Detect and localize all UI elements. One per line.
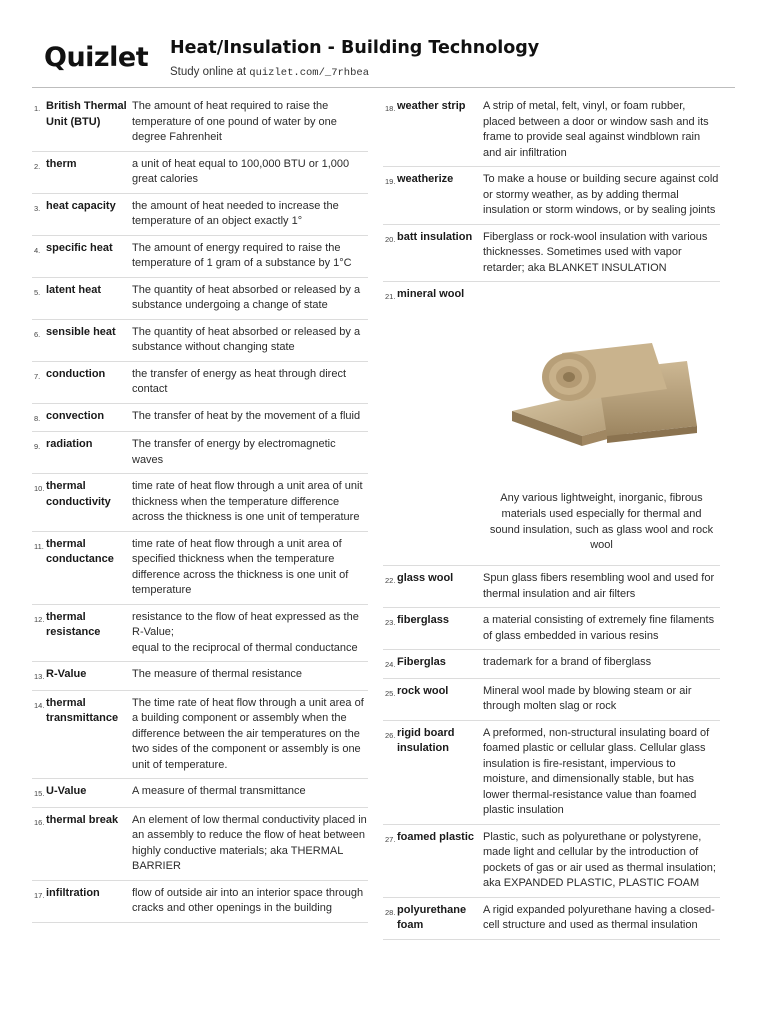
term-name: infiltration: [46, 886, 100, 899]
term-name: mineral wool: [397, 288, 465, 300]
term-definition: The amount of energy required to raise the temperature of 1 gram of a substance by 1°C: [132, 241, 352, 269]
term-number: 21.: [385, 292, 396, 301]
term-row: [383, 898, 720, 940]
term-row: [383, 825, 720, 898]
term-number: 9.: [34, 442, 41, 451]
term-number: 25.: [385, 688, 396, 698]
term-definition: A preformed, non-structural insulating board of foamed plastic or cellular glass. Cellular glass insulation is fire-resistant, impervious to moisture, and dimensionally stable, but has lower thermal-resistance value than foamed plastic insulation: [483, 726, 710, 816]
term-name: radiation: [46, 438, 93, 450]
term-number: 2.: [34, 161, 41, 171]
term-row: [32, 152, 368, 194]
term-name: latent heat: [46, 283, 102, 296]
term-row: [383, 94, 720, 167]
term-definition: The quantity of heat absorbed or released by a substance undergoing a change of state: [132, 283, 361, 311]
term-name: thermal conductivity: [46, 480, 111, 508]
term-name: thermal transmittance: [46, 696, 119, 724]
term-name: weatherize: [397, 173, 454, 185]
term-number: 18.: [385, 104, 396, 113]
term-row: [383, 566, 720, 608]
term-number: 3.: [34, 203, 41, 213]
term-definition: The time rate of heat flow through a unit area of a building component or assembly when the difference between the air temperatures on the two sides of the component or assembly is one unit of temperature.: [132, 696, 364, 771]
term-name: therm: [46, 157, 77, 170]
term-definition: the transfer of energy as heat through direct contact: [132, 367, 347, 395]
term-number: 24.: [385, 660, 396, 669]
term-row: [32, 194, 368, 236]
term-number: 22.: [385, 576, 396, 585]
term-number: 20.: [385, 234, 396, 244]
term-number: 11.: [34, 541, 44, 551]
page-header: [0, 0, 768, 86]
term-row: [32, 236, 368, 278]
term-definition: A strip of metal, felt, vinyl, or foam rubber, placed between a door or window sash and its frame to provide seal against windblown rain and air infiltration: [483, 100, 709, 159]
quizlet-logo[interactable]: Quizlet: [44, 42, 149, 73]
term-name: convection: [46, 409, 105, 422]
term-number: 12.: [34, 614, 45, 624]
header-divider: [32, 87, 735, 88]
term-row: [383, 225, 720, 283]
term-name: thermal conductance: [46, 537, 114, 565]
term-definition: The measure of thermal resistance: [132, 668, 302, 680]
term-row-mineral-wool: [383, 282, 720, 566]
term-definition: Fiberglass or rock-wool insulation with various thicknesses. Sometimes used with vapor retarder; aka BLANKET INSULATION: [483, 230, 708, 274]
term-definition: time rate of heat flow through a unit area of specified thickness when the temperature difference across the thickness is one unit of temperature: [132, 537, 349, 596]
term-definition: The transfer of heat by the movement of a fluid: [132, 409, 361, 422]
term-definition: Spun glass fibers resembling wool and used for thermal insulation and air filters: [483, 572, 715, 600]
term-definition: the amount of heat needed to increase the temperature of an object exactly 1°: [132, 199, 339, 227]
term-definition: The transfer of energy by electromagnetic waves: [132, 438, 336, 466]
study-online-line: [170, 66, 369, 79]
term-number: 26.: [385, 730, 396, 740]
term-number: 27.: [385, 834, 396, 844]
term-definition: flow of outside air into an interior space through cracks and other openings in the building: [132, 886, 364, 914]
term-name: Fiberglas: [397, 656, 446, 668]
term-definition: An element of low thermal conductivity placed in an assembly to reduce the flow of heat between highly conductive materials; aka THERMAL BARRIER: [132, 813, 367, 872]
term-row: [383, 608, 720, 650]
term-name: sensible heat: [46, 325, 116, 338]
term-name: batt insulation: [397, 230, 473, 243]
term-row: [32, 474, 368, 532]
term-number: 8.: [34, 413, 41, 423]
term-name: thermal resistance: [46, 610, 101, 638]
mineral-wool-caption: Any various lightweight, inorganic, fibrous materials used especially for thermal and sound insulation, such as glass wool and rock wool: [489, 492, 714, 552]
term-name: weather strip: [397, 100, 466, 112]
term-number: 16.: [34, 817, 45, 827]
term-row: [32, 532, 368, 605]
term-number: 10.: [34, 484, 45, 493]
term-number: 23.: [385, 618, 396, 627]
term-definition: [483, 287, 720, 560]
term-name: rock wool: [397, 684, 449, 697]
term-row: [32, 881, 368, 923]
term-definition: trademark for a brand of fiberglass: [483, 656, 652, 668]
term-definition: The quantity of heat absorbed or released by a substance without changing state: [132, 325, 361, 353]
study-prefix: Study online at: [170, 66, 250, 78]
term-row: [32, 691, 368, 780]
term-name: thermal break: [46, 813, 119, 826]
term-row: [32, 94, 368, 152]
term-number: 17.: [34, 890, 45, 900]
term-row: [383, 679, 720, 721]
term-row: [383, 650, 720, 679]
term-row: [32, 362, 368, 404]
term-number: 7.: [34, 371, 41, 381]
term-name: specific heat: [46, 241, 113, 254]
term-row: [32, 808, 368, 881]
term-definition: To make a house or building secure against cold or stormy weather, as by adding thermal insulation or storm windows, or by sealing joints: [483, 173, 719, 216]
term-number: 6.: [34, 329, 41, 339]
term-name: polyurethane foam: [397, 903, 467, 931]
term-row: [32, 432, 368, 474]
study-url-link[interactable]: quizlet.com/_7rhbea: [249, 67, 370, 79]
term-definition: resistance to the flow of heat expressed as the R-Value; equal to the reciprocal of thermal conductance: [132, 610, 359, 654]
term-number: 28.: [385, 907, 396, 917]
term-row: [32, 779, 368, 808]
term-name: conduction: [46, 367, 106, 380]
term-name: U-Value: [46, 785, 87, 797]
term-row: [32, 662, 368, 691]
term-name: glass wool: [397, 572, 454, 584]
term-number: 14.: [34, 700, 45, 710]
term-definition: a material consisting of extremely fine filaments of glass embedded in various resins: [483, 614, 715, 642]
term-row: [383, 721, 720, 825]
term-definition: time rate of heat flow through a unit area of unit thickness when the temperature difference across the thickness is one unit of temperature: [132, 480, 363, 523]
term-row: [32, 320, 368, 362]
term-definition: a unit of heat equal to 100,000 BTU or 1,000 great calories: [132, 157, 350, 185]
term-name: foamed plastic: [397, 830, 475, 843]
term-row: [32, 404, 368, 433]
term-number: 5.: [34, 287, 41, 297]
term-name: British Thermal Unit (BTU): [46, 100, 127, 128]
term-name: R-Value: [46, 668, 87, 680]
term-row: [32, 278, 368, 320]
term-number: 15.: [34, 789, 45, 798]
term-definition: Mineral wool made by blowing steam or air through molten slag or rock: [483, 684, 692, 712]
right-column: [383, 94, 720, 940]
term-definition: A rigid expanded polyurethane having a closed-cell structure and used as thermal insulation: [483, 903, 715, 931]
term-definition: The amount of heat required to raise the temperature of one pound of water by one degree Fahrenheit: [132, 100, 337, 143]
term-name: fiberglass: [397, 614, 449, 626]
mineral-wool-image: [502, 331, 702, 461]
term-row: [32, 605, 368, 663]
term-definition: A measure of thermal transmittance: [132, 785, 306, 797]
term-number: 13.: [34, 672, 45, 681]
term-number: 4.: [34, 245, 41, 255]
left-column: [32, 94, 368, 923]
term-definition: Plastic, such as polyurethane or polystyrene, made light and cellular by the introduction of pockets of gas or air used as thermal insulation; aka EXPANDED PLASTIC, PLASTIC FOAM: [483, 830, 716, 889]
term-name: heat capacity: [46, 199, 116, 212]
term-number: 1.: [34, 104, 41, 113]
term-number: 19.: [385, 177, 396, 186]
term-name: rigid board insulation: [397, 726, 455, 754]
term-row: [383, 167, 720, 225]
page-title: Heat/Insulation - Building Technology: [170, 38, 540, 58]
